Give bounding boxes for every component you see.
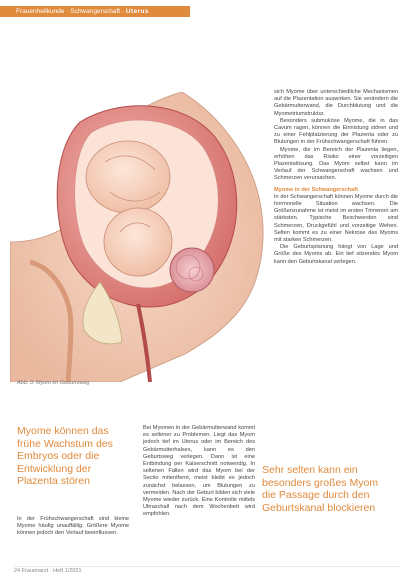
paragraph: In der Frühschwangerschaft sind kleine Myome häufig unauffällig. Größere Myome können jedoch den Verlauf beeinflussen. <box>17 516 129 537</box>
middle-bottom-text <box>143 425 255 519</box>
left-bottom-text <box>17 516 129 538</box>
header-sub: Schwangerschaft <box>70 8 121 15</box>
right-column-text <box>274 89 398 266</box>
footer-rule <box>14 566 399 567</box>
paragraph: In der Schwangerschaft können Myome durch die hormonelle Situation wachsen. Die Größenzunahme ist meist im ersten Trimenon am stärksten. Typische Beschwerden sind Schmerzen, Druckgefühl und vorzeitige Wehen. Selten kommt es zu einer Nekrose des Myoms mit starken Schmerzen. <box>274 193 398 244</box>
header-breadcrumb: Frauenheilkunde · Schwangerschaft · Uterus <box>16 8 149 15</box>
paragraph: Die Geburtsplanung hängt von Lage und Größe des Myoms ab. Ein tief sitzendes Myom kann den Geburtskanal verlegen. <box>274 244 398 265</box>
fetus-body <box>86 141 170 213</box>
paragraph: Bei Myomen in der Gebärmutterwand kommt es seltener zu Problemen. Liegt das Myom jedoch tief im Uterus oder im Bereich des Gebärmutterhalses, kann es den Geburtsweg verlegen. Dann ist eine Entbindung per Kaiserschnitt notwendig. In seltenen Fällen wird das Myom bei der Sectio mitentfernt, meist bleibt es jedoch zunächst belassen, um Blutungen zu vermeiden. Nach der Geburt bilden sich viele Myome wieder zurück. Eine Kontrolle mittels Ultraschall nach dem Wochenbett wird empfohlen. <box>143 425 255 518</box>
section-subhead: Myome in der Schwangerschaft <box>274 186 358 193</box>
header-topic: Uterus <box>125 8 149 15</box>
uterus-illustration <box>10 92 268 382</box>
figure-caption: Abb. 3: Myom im Geburtsweg <box>17 380 90 386</box>
paragraph: Myome, die im Bereich der Plazenta liegen, erhöhen das Risiko einer vorzeitigen Plazentalösung. Das Myom selbst kann im Verlauf der Schwangerschaft wachsen und Schmerzen verursachen. <box>274 146 398 182</box>
paragraph: sich Myome über unterschiedliche Mechanismen auf die Plazentation auswirken. Sie verändern die Gebärmutterwand, die Durchblutung und die Myometriumstruktur. <box>274 89 398 117</box>
header-section: Frauenheilkunde <box>16 8 65 15</box>
page-header <box>0 0 413 20</box>
page-footer: 24 Frauenarzt · Heft 1/2021 <box>14 568 82 574</box>
pullquote-right: Sehr selten kann ein besonders großes Myom die Passage durch den Geburtskanal blockieren <box>262 464 379 514</box>
fetus-head <box>104 208 172 276</box>
paragraph: Besonders submuköse Myome, die in das Cavum ragen, können die Einnistung stören und zu einer Fehlplatzierung der Plazenta oder zu Blutungen in der Frühschwangerschaft führen. <box>274 117 398 146</box>
pullquote-left: Myome können das frühe Wachstum des Embryos oder die Entwicklung der Plazenta stören <box>17 425 113 488</box>
